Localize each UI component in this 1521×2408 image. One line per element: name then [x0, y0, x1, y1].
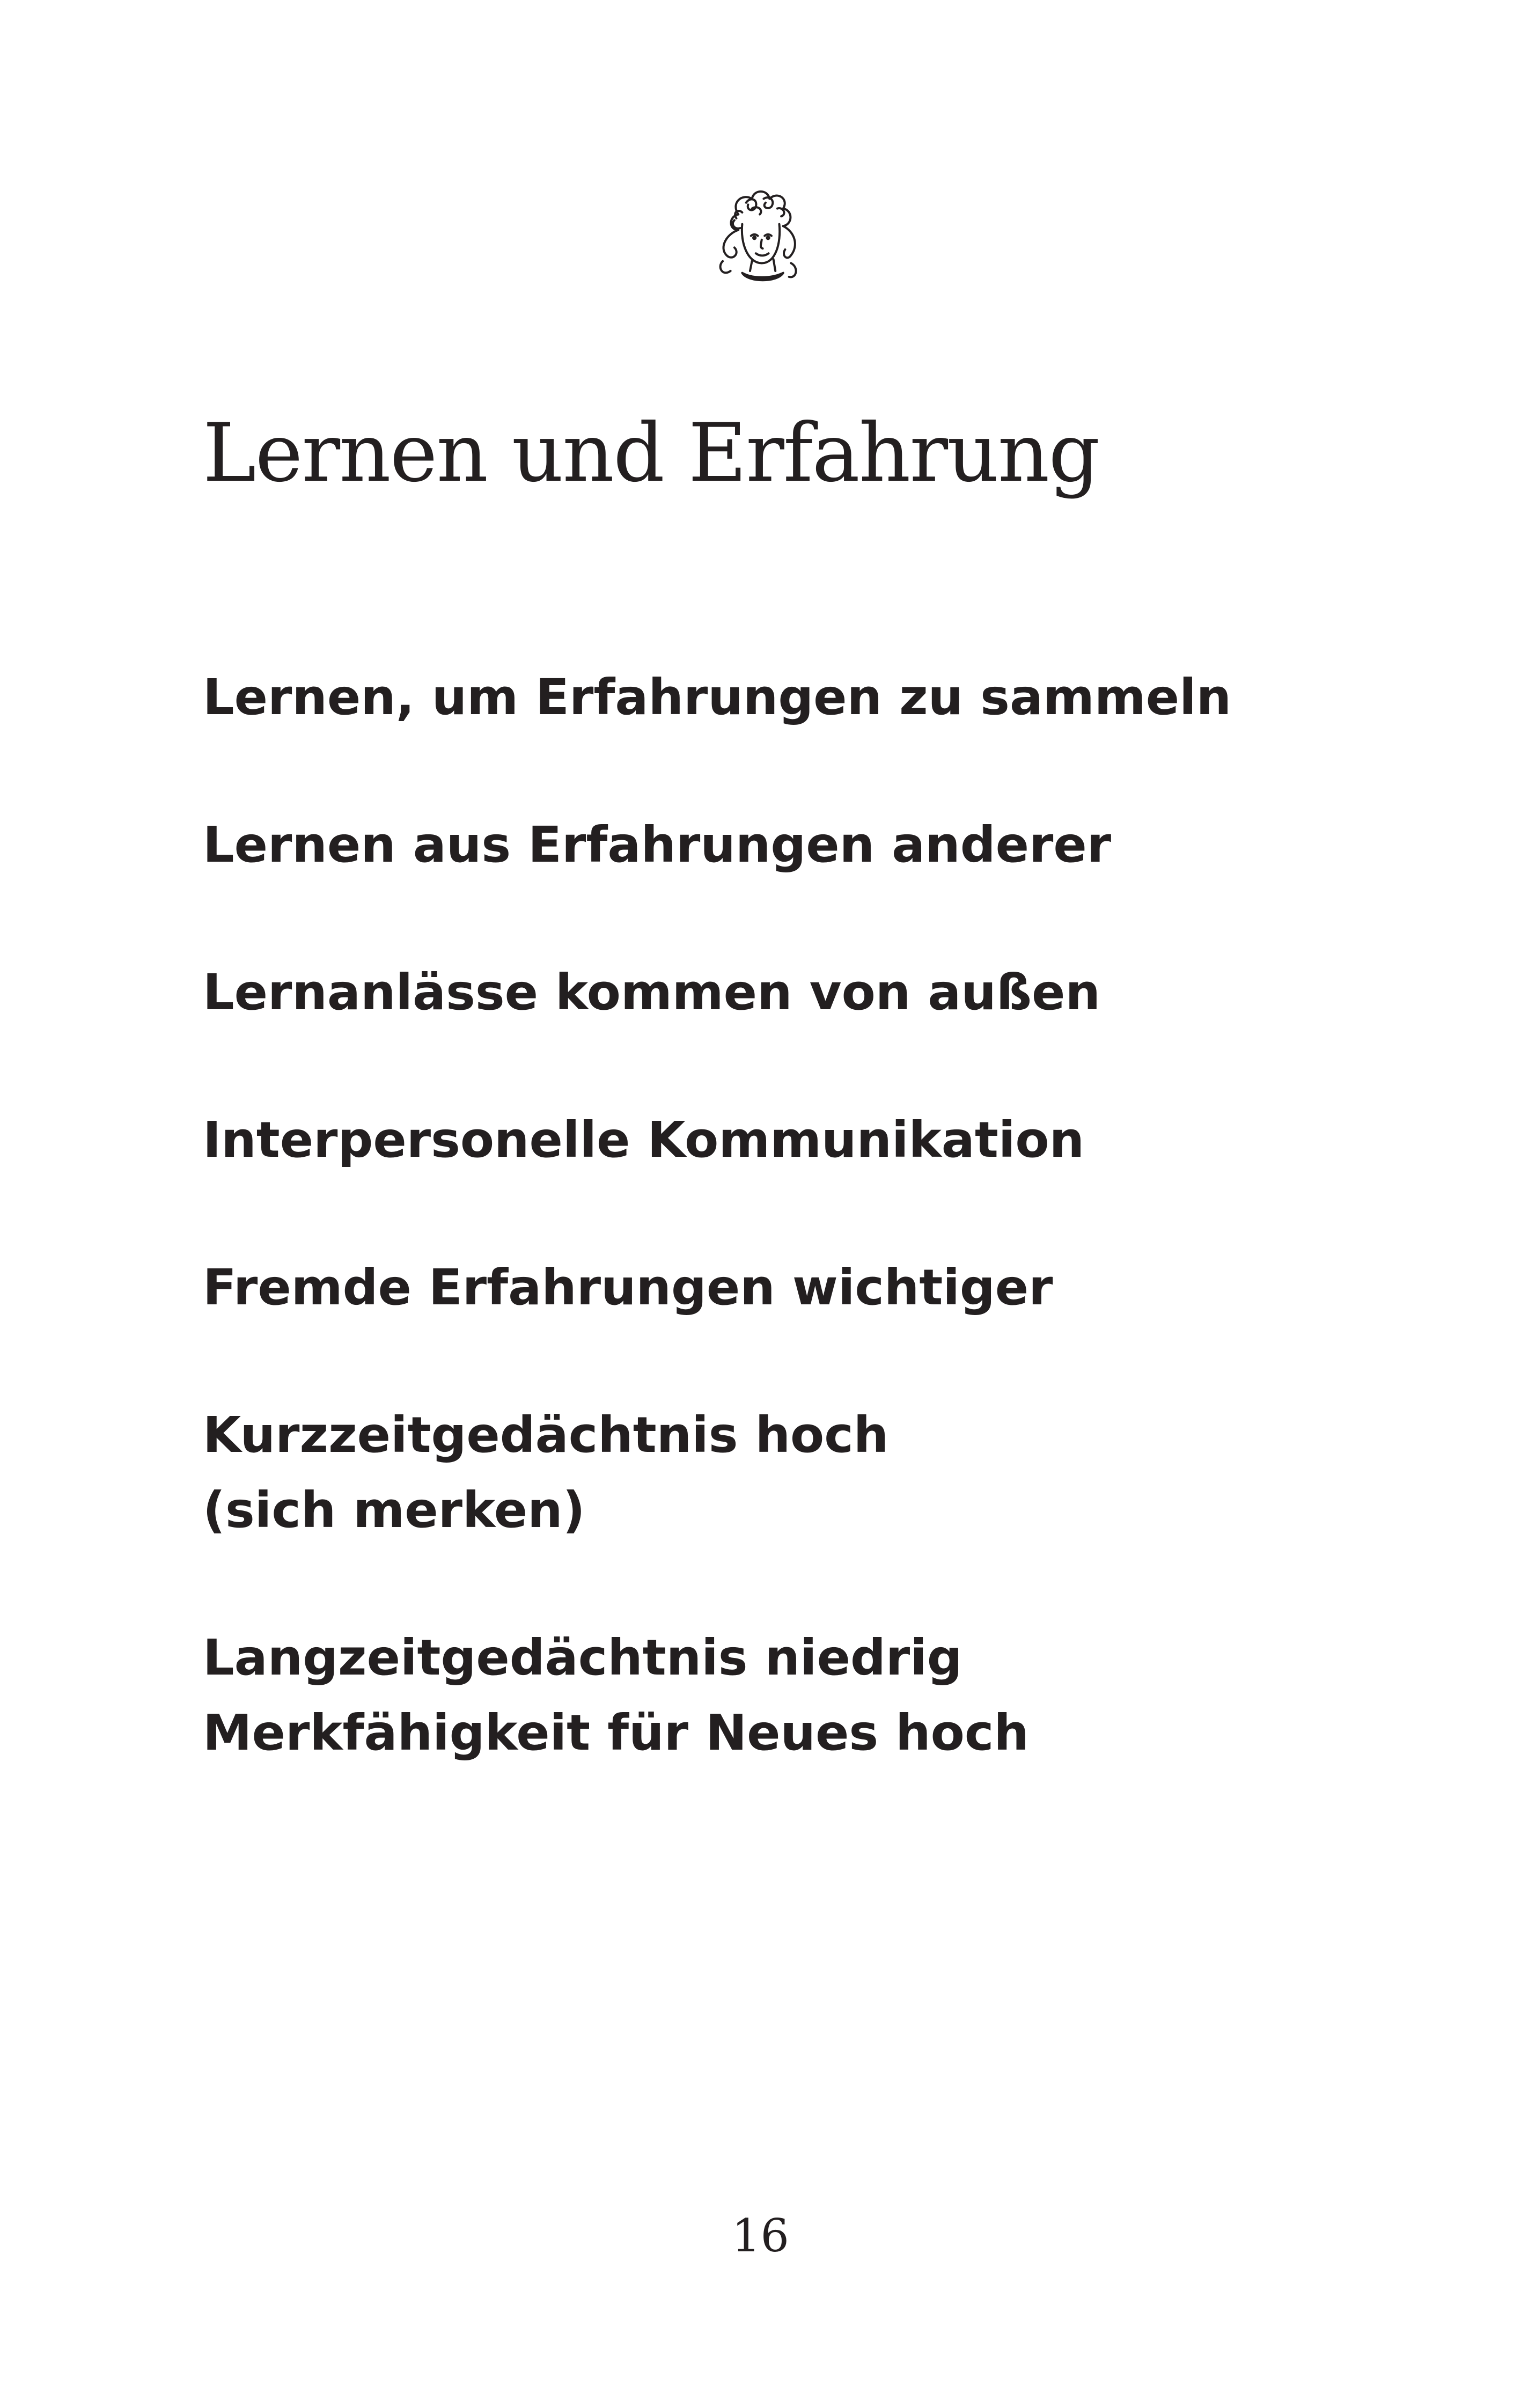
list-item-text: Langzeitgedächtnis niedrig	[203, 1629, 962, 1686]
list-item-text: Merkfähigkeit für Neues hoch	[203, 1704, 1029, 1761]
list-item	[203, 1103, 1383, 1178]
page-title: Lernen und Erfahrung	[203, 407, 1099, 500]
list-item-text: Lernanlässe kommen von außen	[203, 964, 1100, 1021]
list-item	[203, 955, 1383, 1030]
list-item	[203, 807, 1383, 883]
list-item-text: Lernen, um Erfahrungen zu sammeln	[203, 669, 1232, 726]
woman-face-icon	[708, 185, 807, 292]
list-item	[203, 1250, 1383, 1325]
list-item-text: (sich merken)	[203, 1481, 585, 1539]
list-item-text: Fremde Erfahrungen wichtiger	[203, 1259, 1053, 1316]
page-number: 16	[732, 2209, 789, 2262]
list-item	[203, 1620, 1383, 1771]
list-item-text: Lernen aus Erfahrungen anderer	[203, 816, 1112, 873]
list-item	[203, 1398, 1383, 1548]
list-item	[203, 660, 1383, 735]
list-item-text: Kurzzeitgedächtnis hoch	[203, 1406, 889, 1464]
statement-list	[203, 660, 1383, 1843]
list-item-text: Interpersonelle Kommunikation	[203, 1111, 1085, 1169]
